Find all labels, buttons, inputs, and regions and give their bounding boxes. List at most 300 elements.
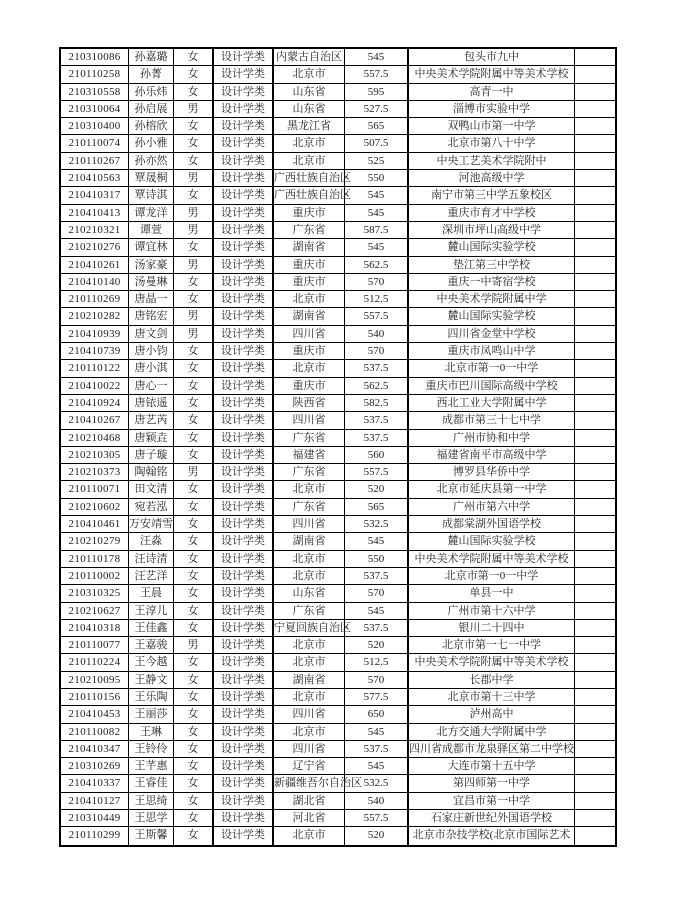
table-row <box>61 222 615 239</box>
cell-name: 唐小钧 <box>129 343 174 359</box>
table-row <box>61 499 615 516</box>
cell-category: 设计学类 <box>214 222 274 238</box>
cell-name: 王斯馨 <box>129 827 174 844</box>
cell-score: 540 <box>345 793 409 809</box>
cell-category: 设计学类 <box>214 395 274 411</box>
cell-score: 565 <box>345 499 409 515</box>
cell-province: 湖南省 <box>274 533 345 549</box>
table-row <box>61 274 615 291</box>
cell-gender: 女 <box>174 187 214 203</box>
cell-name: 唐艺芮 <box>129 412 174 428</box>
cell-province: 广东省 <box>274 499 345 515</box>
cell-name: 孙亦然 <box>129 153 174 169</box>
cell-blank <box>575 118 615 134</box>
table-row <box>61 793 615 810</box>
cell-category: 设计学类 <box>214 360 274 376</box>
cell-category: 设计学类 <box>214 447 274 463</box>
cell-name: 汪诗清 <box>129 551 174 567</box>
cell-student-id: 210110178 <box>61 551 129 567</box>
cell-student-id: 210410022 <box>61 378 129 394</box>
cell-category: 设计学类 <box>214 741 274 757</box>
cell-name: 覃诗淇 <box>129 187 174 203</box>
cell-student-id: 210210279 <box>61 533 129 549</box>
cell-score: 532.5 <box>345 775 409 791</box>
cell-category: 设计学类 <box>214 603 274 619</box>
cell-student-id: 210410413 <box>61 205 129 221</box>
cell-category: 设计学类 <box>214 291 274 307</box>
cell-score: 507.5 <box>345 135 409 151</box>
cell-blank <box>575 274 615 290</box>
cell-province: 广西壮族自治区 <box>274 170 345 186</box>
table-row <box>61 239 615 256</box>
cell-category: 设计学类 <box>214 706 274 722</box>
cell-province: 北京市 <box>274 724 345 740</box>
cell-gender: 男 <box>174 464 214 480</box>
cell-student-id: 210210321 <box>61 222 129 238</box>
cell-blank <box>575 153 615 169</box>
cell-student-id: 210310086 <box>61 49 129 65</box>
cell-score: 565 <box>345 118 409 134</box>
cell-category: 设计学类 <box>214 135 274 151</box>
cell-name: 王今越 <box>129 654 174 670</box>
table-row <box>61 118 615 135</box>
cell-student-id: 210310325 <box>61 585 129 601</box>
cell-province: 黑龙江省 <box>274 118 345 134</box>
cell-school: 中央美术学院附属中等美术学校 <box>409 66 575 82</box>
cell-school: 广州市协和中学 <box>409 430 575 446</box>
cell-blank <box>575 66 615 82</box>
cell-name: 唐小淇 <box>129 360 174 376</box>
cell-category: 设计学类 <box>214 637 274 653</box>
cell-province: 重庆市 <box>274 205 345 221</box>
cell-student-id: 210210627 <box>61 603 129 619</box>
cell-gender: 女 <box>174 620 214 636</box>
cell-student-id: 210410267 <box>61 412 129 428</box>
cell-blank <box>575 793 615 809</box>
cell-student-id: 210310558 <box>61 84 129 100</box>
cell-score: 537.5 <box>345 620 409 636</box>
cell-province: 广东省 <box>274 222 345 238</box>
cell-name: 王晨 <box>129 585 174 601</box>
cell-gender: 女 <box>174 758 214 774</box>
cell-blank <box>575 170 615 186</box>
cell-gender: 女 <box>174 274 214 290</box>
table-row <box>61 153 615 170</box>
table-row <box>61 775 615 792</box>
cell-blank <box>575 481 615 497</box>
cell-province: 广东省 <box>274 603 345 619</box>
cell-blank <box>575 585 615 601</box>
cell-blank <box>575 49 615 65</box>
cell-score: 550 <box>345 170 409 186</box>
cell-province: 四川省 <box>274 326 345 342</box>
cell-score: 520 <box>345 481 409 497</box>
cell-school: 泸州高中 <box>409 706 575 722</box>
table-row <box>61 620 615 637</box>
cell-gender: 女 <box>174 291 214 307</box>
cell-score: 587.5 <box>345 222 409 238</box>
cell-province: 北京市 <box>274 654 345 670</box>
cell-name: 唐铱遥 <box>129 395 174 411</box>
cell-score: 537.5 <box>345 568 409 584</box>
cell-name: 孙启展 <box>129 101 174 117</box>
table-row <box>61 654 615 671</box>
table-row <box>61 585 615 602</box>
cell-score: 545 <box>345 758 409 774</box>
cell-blank <box>575 412 615 428</box>
cell-blank <box>575 516 615 532</box>
cell-province: 广东省 <box>274 430 345 446</box>
cell-province: 北京市 <box>274 291 345 307</box>
cell-gender: 女 <box>174 135 214 151</box>
cell-name: 覃晟桐 <box>129 170 174 186</box>
cell-blank <box>575 343 615 359</box>
cell-school: 中央工艺美术学院附中 <box>409 153 575 169</box>
cell-blank <box>575 741 615 757</box>
cell-gender: 女 <box>174 741 214 757</box>
cell-blank <box>575 551 615 567</box>
cell-blank <box>575 84 615 100</box>
cell-blank <box>575 499 615 515</box>
cell-blank <box>575 205 615 221</box>
cell-category: 设计学类 <box>214 343 274 359</box>
cell-province: 湖南省 <box>274 672 345 688</box>
cell-blank <box>575 326 615 342</box>
cell-school: 宜昌市第一中学 <box>409 793 575 809</box>
table-row <box>61 395 615 412</box>
cell-gender: 女 <box>174 551 214 567</box>
cell-school: 北京市第十三中学 <box>409 689 575 705</box>
cell-province: 北京市 <box>274 637 345 653</box>
cell-gender: 女 <box>174 585 214 601</box>
cell-student-id: 210210468 <box>61 430 129 446</box>
table-row <box>61 672 615 689</box>
table-row <box>61 551 615 568</box>
cell-school: 西北工业大学附属中学 <box>409 395 575 411</box>
cell-student-id: 210110258 <box>61 66 129 82</box>
cell-school: 成都棠湖外国语学校 <box>409 516 575 532</box>
cell-blank <box>575 222 615 238</box>
cell-school: 中央美术学院附属中等美术学校 <box>409 551 575 567</box>
table-row <box>61 291 615 308</box>
table-row <box>61 603 615 620</box>
table-row <box>61 430 615 447</box>
cell-gender: 男 <box>174 637 214 653</box>
cell-gender: 女 <box>174 706 214 722</box>
cell-school: 银川二十四中 <box>409 620 575 636</box>
cell-student-id: 210410317 <box>61 187 129 203</box>
table-row <box>61 170 615 187</box>
cell-gender: 男 <box>174 170 214 186</box>
cell-gender: 女 <box>174 378 214 394</box>
cell-name: 孙乐炜 <box>129 84 174 100</box>
cell-student-id: 210410337 <box>61 775 129 791</box>
cell-gender: 女 <box>174 447 214 463</box>
cell-score: 525 <box>345 153 409 169</box>
cell-student-id: 210110071 <box>61 481 129 497</box>
cell-gender: 男 <box>174 101 214 117</box>
cell-school: 深圳市坪山高级中学 <box>409 222 575 238</box>
cell-score: 570 <box>345 672 409 688</box>
cell-gender: 女 <box>174 810 214 826</box>
cell-blank <box>575 378 615 394</box>
cell-name: 孙嘉璐 <box>129 49 174 65</box>
cell-name: 王睿佳 <box>129 775 174 791</box>
cell-province: 重庆市 <box>274 257 345 273</box>
cell-name: 汤曼琳 <box>129 274 174 290</box>
cell-blank <box>575 654 615 670</box>
cell-province: 北京市 <box>274 827 345 844</box>
cell-student-id: 210410261 <box>61 257 129 273</box>
cell-blank <box>575 758 615 774</box>
cell-score: 570 <box>345 343 409 359</box>
cell-score: 595 <box>345 84 409 100</box>
cell-student-id: 210110267 <box>61 153 129 169</box>
cell-province: 北京市 <box>274 360 345 376</box>
cell-name: 王静文 <box>129 672 174 688</box>
cell-name: 孙菁 <box>129 66 174 82</box>
cell-province: 北京市 <box>274 551 345 567</box>
cell-province: 陕西省 <box>274 395 345 411</box>
cell-score: 520 <box>345 637 409 653</box>
cell-province: 四川省 <box>274 516 345 532</box>
table-row <box>61 412 615 429</box>
cell-name: 王佳鑫 <box>129 620 174 636</box>
cell-province: 四川省 <box>274 741 345 757</box>
cell-student-id: 210410563 <box>61 170 129 186</box>
cell-blank <box>575 135 615 151</box>
cell-gender: 女 <box>174 343 214 359</box>
cell-blank <box>575 239 615 255</box>
cell-school: 北京市第一0一中学 <box>409 360 575 376</box>
cell-school: 单县一中 <box>409 585 575 601</box>
cell-blank <box>575 827 615 844</box>
cell-student-id: 210410453 <box>61 706 129 722</box>
cell-gender: 女 <box>174 827 214 844</box>
cell-category: 设计学类 <box>214 239 274 255</box>
cell-category: 设计学类 <box>214 533 274 549</box>
table-row <box>61 378 615 395</box>
cell-score: 557.5 <box>345 66 409 82</box>
cell-province: 内蒙古自治区 <box>274 49 345 65</box>
cell-category: 设计学类 <box>214 49 274 65</box>
cell-name: 唐晶一 <box>129 291 174 307</box>
cell-category: 设计学类 <box>214 464 274 480</box>
cell-school: 麓山国际实验学校 <box>409 533 575 549</box>
cell-school: 大连市第十五中学 <box>409 758 575 774</box>
cell-school: 双鸭山市第一中学 <box>409 118 575 134</box>
cell-province: 北京市 <box>274 153 345 169</box>
cell-school: 博罗县华侨中学 <box>409 464 575 480</box>
cell-score: 512.5 <box>345 291 409 307</box>
cell-province: 河北省 <box>274 810 345 826</box>
table-row <box>61 360 615 377</box>
cell-student-id: 210410739 <box>61 343 129 359</box>
cell-school: 广州市第十六中学 <box>409 603 575 619</box>
cell-gender: 女 <box>174 516 214 532</box>
cell-province: 湖北省 <box>274 793 345 809</box>
cell-category: 设计学类 <box>214 84 274 100</box>
cell-gender: 女 <box>174 360 214 376</box>
cell-province: 湖南省 <box>274 239 345 255</box>
cell-category: 设计学类 <box>214 187 274 203</box>
cell-school: 包头市九中 <box>409 49 575 65</box>
cell-blank <box>575 257 615 273</box>
cell-school: 麓山国际实验学校 <box>409 308 575 324</box>
cell-category: 设计学类 <box>214 568 274 584</box>
cell-score: 557.5 <box>345 464 409 480</box>
table-row <box>61 568 615 585</box>
cell-student-id: 210110269 <box>61 291 129 307</box>
cell-blank <box>575 568 615 584</box>
cell-score: 537.5 <box>345 412 409 428</box>
cell-blank <box>575 637 615 653</box>
cell-province: 北京市 <box>274 568 345 584</box>
cell-student-id: 210210602 <box>61 499 129 515</box>
cell-name: 汪淼 <box>129 533 174 549</box>
cell-name: 王乐陶 <box>129 689 174 705</box>
cell-name: 唐铭宏 <box>129 308 174 324</box>
cell-student-id: 210310269 <box>61 758 129 774</box>
cell-province: 重庆市 <box>274 274 345 290</box>
cell-gender: 女 <box>174 412 214 428</box>
cell-student-id: 210210095 <box>61 672 129 688</box>
cell-name: 王芊惠 <box>129 758 174 774</box>
cell-gender: 女 <box>174 395 214 411</box>
admission-results-table <box>59 47 617 847</box>
table-row <box>61 724 615 741</box>
cell-score: 545 <box>345 239 409 255</box>
cell-blank <box>575 360 615 376</box>
cell-name: 唐颖垚 <box>129 430 174 446</box>
cell-blank <box>575 689 615 705</box>
cell-gender: 女 <box>174 793 214 809</box>
table-row <box>61 135 615 152</box>
cell-school: 石家庄新世纪外国语学校 <box>409 810 575 826</box>
table-row <box>61 447 615 464</box>
cell-blank <box>575 308 615 324</box>
cell-student-id: 210210305 <box>61 447 129 463</box>
cell-category: 设计学类 <box>214 827 274 844</box>
cell-score: 545 <box>345 205 409 221</box>
cell-blank <box>575 620 615 636</box>
cell-category: 设计学类 <box>214 551 274 567</box>
cell-school: 中央美术学院附属中学 <box>409 291 575 307</box>
cell-blank <box>575 533 615 549</box>
cell-province: 宁夏回族自治区 <box>274 620 345 636</box>
cell-score: 537.5 <box>345 360 409 376</box>
table-row <box>61 464 615 481</box>
cell-score: 550 <box>345 551 409 567</box>
cell-score: 527.5 <box>345 101 409 117</box>
cell-score: 560 <box>345 447 409 463</box>
cell-name: 陶翰铭 <box>129 464 174 480</box>
cell-school: 长郡中学 <box>409 672 575 688</box>
cell-gender: 男 <box>174 326 214 342</box>
cell-gender: 男 <box>174 257 214 273</box>
cell-school: 中央美术学院附属中等美术学校 <box>409 654 575 670</box>
cell-student-id: 210410127 <box>61 793 129 809</box>
cell-blank <box>575 291 615 307</box>
cell-province: 广西壮族自治区 <box>274 187 345 203</box>
table-row <box>61 187 615 204</box>
cell-student-id: 210310400 <box>61 118 129 134</box>
cell-blank <box>575 430 615 446</box>
cell-name: 谭萱 <box>129 222 174 238</box>
table-row <box>61 637 615 654</box>
cell-school: 成都市第三十七中学 <box>409 412 575 428</box>
cell-student-id: 210210282 <box>61 308 129 324</box>
cell-gender: 女 <box>174 153 214 169</box>
cell-school: 北方交通大学附属中学 <box>409 724 575 740</box>
cell-province: 北京市 <box>274 135 345 151</box>
cell-school: 麓山国际实验学校 <box>409 239 575 255</box>
cell-category: 设计学类 <box>214 170 274 186</box>
cell-score: 570 <box>345 585 409 601</box>
cell-province: 湖南省 <box>274 308 345 324</box>
cell-student-id: 210110299 <box>61 827 129 844</box>
cell-gender: 女 <box>174 481 214 497</box>
cell-blank <box>575 101 615 117</box>
cell-name: 王嘉骏 <box>129 637 174 653</box>
cell-school: 高青一中 <box>409 84 575 100</box>
cell-gender: 女 <box>174 118 214 134</box>
table-row <box>61 66 615 83</box>
cell-gender: 男 <box>174 222 214 238</box>
table-row <box>61 49 615 66</box>
cell-category: 设计学类 <box>214 205 274 221</box>
cell-province: 北京市 <box>274 481 345 497</box>
cell-name: 谭宜林 <box>129 239 174 255</box>
cell-student-id: 210110224 <box>61 654 129 670</box>
cell-category: 设计学类 <box>214 585 274 601</box>
cell-school: 北京市第一0一中学 <box>409 568 575 584</box>
table-row <box>61 343 615 360</box>
cell-category: 设计学类 <box>214 274 274 290</box>
cell-blank <box>575 603 615 619</box>
cell-name: 王淳儿 <box>129 603 174 619</box>
cell-score: 537.5 <box>345 430 409 446</box>
table-row <box>61 257 615 274</box>
cell-name: 汪艺洋 <box>129 568 174 584</box>
cell-student-id: 210310064 <box>61 101 129 117</box>
cell-category: 设计学类 <box>214 499 274 515</box>
cell-student-id: 210110082 <box>61 724 129 740</box>
cell-student-id: 210410318 <box>61 620 129 636</box>
cell-gender: 女 <box>174 724 214 740</box>
cell-category: 设计学类 <box>214 689 274 705</box>
cell-gender: 男 <box>174 205 214 221</box>
cell-school: 福建省南平市高级中学 <box>409 447 575 463</box>
cell-province: 广东省 <box>274 464 345 480</box>
table-row <box>61 101 615 118</box>
table-row <box>61 741 615 758</box>
cell-category: 设计学类 <box>214 101 274 117</box>
cell-name: 唐子璇 <box>129 447 174 463</box>
cell-name: 王思绮 <box>129 793 174 809</box>
cell-school: 淄博市实验中学 <box>409 101 575 117</box>
cell-gender: 女 <box>174 430 214 446</box>
cell-score: 557.5 <box>345 308 409 324</box>
cell-category: 设计学类 <box>214 430 274 446</box>
cell-category: 设计学类 <box>214 153 274 169</box>
cell-score: 532.5 <box>345 516 409 532</box>
cell-blank <box>575 187 615 203</box>
cell-school: 重庆一中寄宿学校 <box>409 274 575 290</box>
cell-score: 577.5 <box>345 689 409 705</box>
cell-school: 四川省成都市龙泉驿区第二中学校 <box>409 741 575 757</box>
cell-name: 王丽莎 <box>129 706 174 722</box>
